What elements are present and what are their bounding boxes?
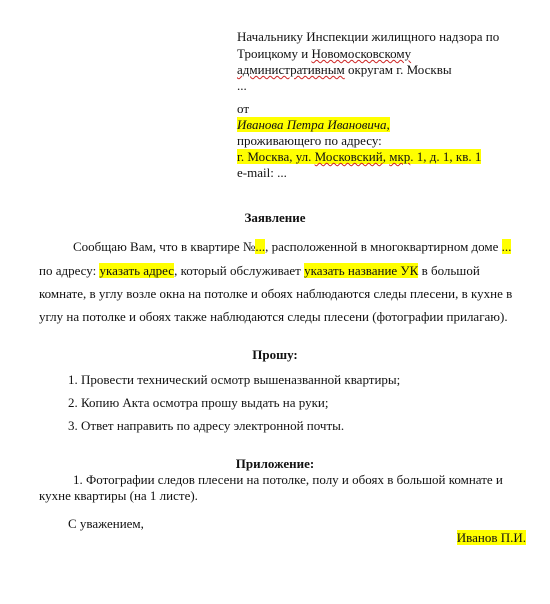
document-title xyxy=(0,210,550,226)
sender-address-part-a: г. Москва, ул. xyxy=(237,149,315,164)
attachment-line-1 xyxy=(73,472,503,488)
request-item xyxy=(68,395,329,411)
sender-residing-line xyxy=(237,133,382,149)
recipient-line-3-text-b: округам г. Москвы xyxy=(344,62,452,77)
body-line-2-c: в большой xyxy=(418,263,480,278)
body-line-2-a: по адресу: xyxy=(39,263,100,278)
sender-from xyxy=(237,101,249,117)
sender-address-part-e: . 1, д. 1, кв. 1 xyxy=(410,149,482,164)
recipient-line-2-text-b: Новомосковскому xyxy=(311,46,412,61)
request-item-2: 2. Копию Акта осмотра прошу выдать на руки; xyxy=(68,395,329,410)
recipient-ellipsis: ... xyxy=(237,78,247,93)
body-line-1-a: Сообщаю Вам, что в квартире № xyxy=(73,239,256,254)
sender-address-line xyxy=(237,149,481,165)
sender-address-part-b: Московский xyxy=(314,149,383,164)
body-line-1 xyxy=(73,238,511,256)
body-line-2-company-placeholder: указать название УК xyxy=(304,263,419,278)
attachment-heading-text: Приложение: xyxy=(235,456,315,471)
sender-name: Иванова Петра Ивановича, xyxy=(237,117,390,132)
attachment-heading xyxy=(0,456,550,472)
request-heading xyxy=(0,347,550,363)
attachment-line-2-text: кухне квартиры (на 1 листе). xyxy=(39,488,198,503)
body-line-4-text: углу на потолке и обоях также наблюдаются следы плесени (фотографии прилагаю). xyxy=(39,309,508,324)
attachment-line-2 xyxy=(39,488,198,504)
request-item xyxy=(68,418,344,434)
recipient-line-2-text-a: Троицкому и xyxy=(237,46,312,61)
recipient-line-4 xyxy=(237,78,247,94)
body-line-2-address-placeholder: указать адрес xyxy=(99,263,175,278)
signature-name: Иванов П.И. xyxy=(456,530,526,545)
sender-address-part-d: мкр xyxy=(389,149,411,164)
closing-regards-text: С уважением, xyxy=(68,516,144,531)
sender-email-line xyxy=(237,165,287,181)
sender-from-label: от xyxy=(237,101,250,116)
body-line-4 xyxy=(39,308,508,326)
sender-email-value: ... xyxy=(273,165,287,180)
document-title-text: Заявление xyxy=(244,210,306,225)
recipient-line-2 xyxy=(237,46,411,62)
body-line-3-text: комнате, в углу возле окна на потолке и обоях наблюдаются следы плесени, в кухне в xyxy=(39,286,513,301)
body-line-1-b: , расположенной в многоквартирном доме xyxy=(265,239,502,254)
signature xyxy=(457,530,526,546)
sender-name-line xyxy=(237,117,390,133)
attachment-line-1-text: 1. Фотографии следов плесени на потолке, полу и обоях в большой комнате и xyxy=(73,472,503,487)
body-line-2 xyxy=(39,262,480,280)
sender-email-label: e-mail: xyxy=(237,165,274,180)
body-line-1-building-placeholder: ... xyxy=(501,239,512,254)
request-item xyxy=(68,372,400,388)
request-item-1: 1. Провести технический осмотр вышеназванной квартиры; xyxy=(68,372,401,387)
sender-address-part-c: , xyxy=(382,149,390,164)
sender-address xyxy=(237,149,481,164)
closing-regards xyxy=(68,516,144,532)
recipient-line-3 xyxy=(237,62,452,78)
request-item-3: 3. Ответ направить по адресу электронной почты. xyxy=(68,418,345,433)
request-heading-text: Прошу: xyxy=(252,347,298,362)
recipient-line-3-text-a: административным xyxy=(237,62,345,77)
body-line-1-apartment-placeholder: ... xyxy=(255,239,266,254)
body-line-2-b: , который обслуживает xyxy=(174,263,305,278)
body-line-3 xyxy=(39,285,512,303)
recipient-line-1-text: Начальнику Инспекции жилищного надзора по xyxy=(237,29,500,44)
recipient-line-1 xyxy=(237,29,499,45)
sender-residing: проживающего по адресу: xyxy=(237,133,382,148)
